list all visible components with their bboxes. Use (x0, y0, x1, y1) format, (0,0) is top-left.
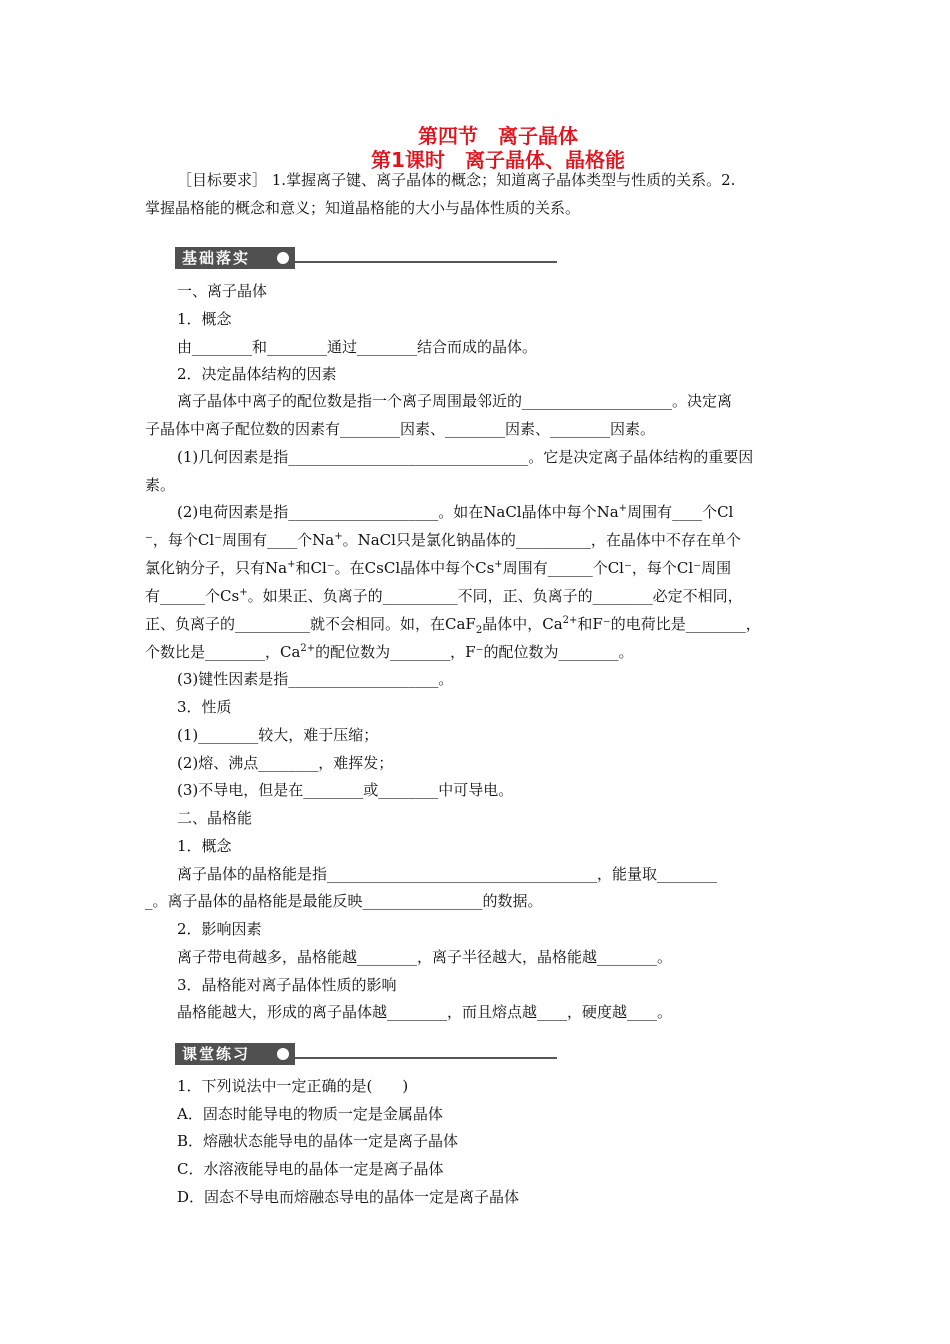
text-line: (2)熔、沸点________，难挥发； (177, 754, 394, 772)
answer-option-c: C．水溶液能导电的晶体一定是离子晶体 (177, 1160, 444, 1178)
superscript: 2+ (300, 643, 316, 654)
text-line: _。离子晶体的晶格能是最能反映________________的数据。 (145, 892, 543, 910)
objectives-line-2: 掌握晶格能的概念和意义；知道晶格能的大小与晶体性质的关系。 (145, 199, 581, 217)
text-run: 正、负离子的__________就不会相同。如，在CaF (145, 615, 476, 633)
text-line: (3)不导电，但是在________或________中可导电。 (177, 781, 514, 799)
text-run: 有______个Cs (145, 587, 240, 605)
subheading: 1．概念 (177, 310, 232, 328)
superscript: 2+ (562, 615, 578, 626)
section-title: 第四节 离子晶体 (418, 124, 578, 148)
text-line: 离子晶体中离子的配位数是指一个离子周围最邻近的____________________。决定离 (177, 392, 733, 410)
superscript: + (618, 503, 628, 514)
text-run: 和Cl⁻。在CsCl晶体中每个Cs (295, 559, 495, 577)
subheading: 3．性质 (177, 698, 232, 716)
text-line (145, 614, 761, 634)
text-line: 子晶体中离子配位数的因素有________因素、________因素、________因素。 (145, 420, 656, 438)
question-stem: 1．下列说法中一定正确的是( ) (177, 1077, 409, 1095)
lesson-title: 第1课时 离子晶体、晶格能 (371, 148, 625, 172)
subscript: 2 (475, 625, 483, 636)
superscript: + (287, 559, 296, 570)
subheading: 2．决定晶体结构的因素 (177, 365, 337, 383)
bullet-dot-icon (277, 252, 289, 264)
text-run: ⁻，每个Cl⁻周围有____个Na (145, 531, 335, 549)
text-line: 离子带电荷越多，晶格能越________，离子半径越大，晶格能越________。 (177, 948, 673, 966)
subheading: 2．影响因素 (177, 920, 262, 938)
answer-option-b: B．熔融状态能导电的晶体一定是离子晶体 (177, 1132, 459, 1150)
subheading: 1．概念 (177, 837, 232, 855)
objectives-line-1: ［目标要求］ 1.掌握离子键、离子晶体的概念；知道离子晶体类型与性质的关系。2. (177, 171, 736, 189)
section-badge-label: 基础落实 (175, 247, 295, 269)
text-run: 和F⁻的电荷比是________， (577, 615, 761, 633)
superscript: + (239, 587, 248, 598)
section-divider (295, 1057, 557, 1059)
text-run: (2)电荷因素是指____________________。如在NaCl晶体中每个Na (177, 503, 619, 521)
text-line (145, 558, 731, 578)
text-run: 。如果正、负离子的__________不同，正、负离子的________必定不相同， (247, 587, 743, 605)
answer-option-d: D．固态不导电而熔融态导电的晶体一定是离子晶体 (177, 1188, 520, 1206)
subheading: 3．晶格能对离子晶体性质的影响 (177, 976, 397, 994)
text-line: 由________和________通过________结合而成的晶体。 (177, 338, 538, 356)
text-line (145, 530, 741, 550)
heading: 一、离子晶体 (177, 282, 268, 300)
section-header-practice (175, 1043, 565, 1065)
text-run: 的配位数为________，F⁻的配位数为________。 (315, 643, 634, 661)
section-divider (295, 261, 557, 263)
superscript: + (494, 559, 503, 570)
text-line: (1)几何因素是指________________________________。它是决定离子晶体结构的重要因 (177, 448, 754, 466)
text-line (145, 586, 743, 606)
text-line: (1)________较大，难于压缩； (177, 726, 379, 744)
text-line: 素。 (145, 476, 176, 494)
text-run: 周围有____个Cl (627, 503, 734, 521)
answer-option-a: A．固态时能导电的物质一定是金属晶体 (177, 1105, 443, 1123)
text-line: 晶格能越大，形成的离子晶体越________，而且熔点越____，硬度越____。 (177, 1003, 673, 1021)
text-line: 离子晶体的晶格能是指____________________________________，能量取________ (177, 865, 718, 883)
text-run: 晶体中，Ca (482, 615, 563, 633)
section-header-basic (175, 247, 565, 269)
text-run: 周围有______个Cl⁻，每个Cl⁻周围 (502, 559, 732, 577)
section-badge-label: 课堂练习 (175, 1043, 295, 1065)
bullet-dot-icon (277, 1048, 289, 1060)
text-line: (3)键性因素是指____________________。 (177, 670, 454, 688)
superscript: + (334, 531, 343, 542)
text-run: 个数比是________，Ca (145, 643, 301, 661)
text-line (177, 502, 733, 522)
heading: 二、晶格能 (177, 809, 253, 827)
text-run: 。NaCl只是氯化钠晶体的__________，在晶体中不存在单个 (342, 531, 741, 549)
text-line (145, 642, 634, 662)
text-run: 氯化钠分子，只有Na (145, 559, 288, 577)
